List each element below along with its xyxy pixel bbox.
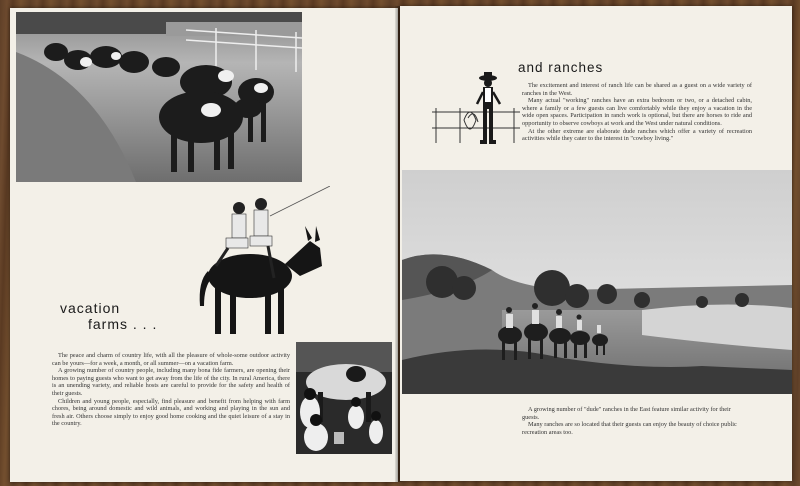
left-page	[10, 8, 398, 482]
ranch-photo-caption	[522, 406, 740, 436]
right-page	[400, 6, 792, 481]
heading-vacation: vacation	[60, 300, 121, 316]
heading-farms: farms . . .	[88, 316, 158, 332]
milking-barn-photo	[296, 342, 392, 454]
caption-paragraph: Many ranches are so located that their guests can enjoy the beauty of choice public recreation areas too.	[522, 421, 737, 436]
right-body-text	[522, 82, 752, 143]
left-paragraph: The peace and charm of country life, with all the pleasure of whole-some outdoor activity can be yours—for a week, a month, or all summer—on a vacation farm.	[52, 352, 290, 367]
left-paragraph: A growing number of country people, including many bona fide farmers, are opening their homes to paying guests who want to get away from the life of the city. In rural America, there is an unending variety, and reliable hosts are careful to provide for the safety and health of their guests.	[52, 367, 290, 397]
right-paragraph: At the other extreme are elaborate dude ranches which offer a variety of recreation activities while they cater to the interest in "cowboy living."	[522, 127, 752, 143]
right-paragraph: The excitement and interest of ranch life can be shared as a guest on a wide variety of ranches in the West.	[522, 82, 752, 97]
left-body-text	[52, 352, 290, 428]
heading-and-ranches: and ranches	[518, 60, 604, 75]
children-on-mule-photo	[170, 186, 330, 336]
cowboy-illustration	[430, 68, 522, 156]
right-paragraph: Many actual "working" ranches have an extra bedroom or two, or a detached cabin, where a family or a few guests can live comfortably while they enjoy a vacation in the wide open spaces. Participation in ranch work is optional, but there are horses to ride and opportunity to observe cowboys at work and the West under natural conditions.	[522, 97, 752, 127]
cows-walking-photo	[16, 12, 302, 182]
horseback-riders-photo	[402, 170, 792, 394]
caption-paragraph: A growing number of "dude" ranches in the East feature similar activity for their guests.	[522, 406, 731, 421]
left-paragraph: Children and young people, especially, find pleasure and benefit from helping with farm chores, being around domestic and wild animals, and working and playing in the sun and fresh air. Others choose simply to enjoy good home cooking and the quiet leisure of a stay in the country.	[52, 397, 290, 428]
